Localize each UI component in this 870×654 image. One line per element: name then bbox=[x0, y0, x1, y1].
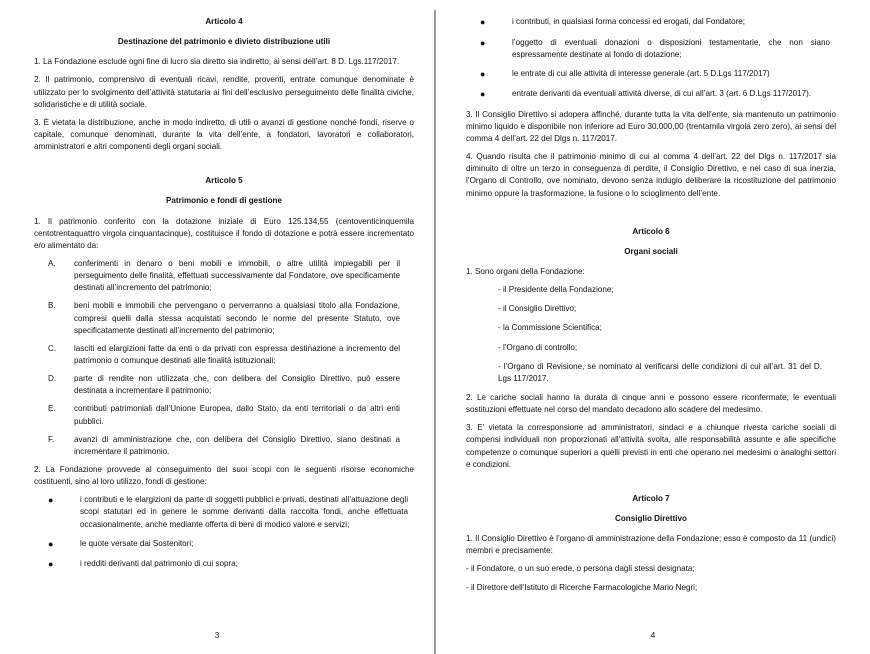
list-item bbox=[466, 16, 836, 30]
article-4-subtitle: Destinazione del patrimonio e divieto distribuzione utili bbox=[117, 37, 331, 47]
list-text: avanzi di amministrazione che, con delibera del Consiglio Direttivo, siano destinati a incrementare il patrimonio. bbox=[74, 434, 400, 456]
article-4-title: Articolo 4 bbox=[205, 17, 243, 26]
list-text: entrate derivanti da eventuali attività diverse, di cui all’art. 3 (art. 6 D.Lgs 117/2017). bbox=[512, 89, 812, 99]
list-marker: D. bbox=[48, 374, 57, 384]
list-item bbox=[466, 88, 836, 102]
list-text: beni mobili e immobili che pervengano o perverranno a qualsiasi titolo alla Fondazione, compresi quelli dalla stessa acquistati secondo le norme del presente Statuto, ove specificatamente destinati all’incremento del patrimonio; bbox=[74, 301, 400, 335]
list-item bbox=[34, 434, 414, 458]
article-5-letter-list bbox=[34, 258, 414, 458]
article-4-paragraph-1: 1. La Fondazione esclude ogni fine di lucro sia diretto sia indiretto, ai sensi dell’art. 8 D. Lgs.117/2017. bbox=[34, 57, 400, 67]
article-7-subtitle: Consiglio Direttivo bbox=[615, 514, 687, 524]
list-marker: B. bbox=[48, 301, 56, 311]
article-7-title: Articolo 7 bbox=[632, 493, 670, 503]
bullet-icon: ● bbox=[480, 89, 486, 100]
page-3 bbox=[0, 0, 434, 654]
list-text: i contributi e le elargizioni da parte di soggetti pubblici e privati, destinati all’attuazione degli scopi statutari ed in genere le somme derivanti dalla raccolta fondi, anche effettuata occasionalmente, anche mediante offerta di beni di modico valore e servizi; bbox=[80, 495, 408, 529]
list-item bbox=[466, 68, 836, 82]
article-5-subtitle: Patrimonio e fondi di gestione bbox=[165, 196, 283, 206]
list-item bbox=[34, 300, 414, 336]
page-number: 4 bbox=[650, 630, 656, 640]
bullet-icon: ● bbox=[480, 37, 486, 48]
article-6-paragraph-2: 2. Le cariche sociali hanno la durata di cinque anni e possono essere riconfermate; le eventuali sostituzioni effettuate nel corso del mandato decadono allo scadere del medesimo. bbox=[466, 393, 836, 415]
article-4-paragraph-3: 3. È vietata la distribuzione, anche in modo indiretto, di utili o avanzi di gestione nonché fondi, riserve o capitale, comunque denominati, durante la vita dell’ente, a fondatori, lavoratori e collaboratori, amministratori e altri componenti degli organi sociali. bbox=[34, 117, 414, 152]
list-text: le quote versate dai Sostenitori; bbox=[80, 538, 194, 548]
list-item bbox=[34, 373, 414, 397]
article-5-paragraph-4: 4. Quando risulta che il patrimonio minimo di cui al comma 4 dell’art. 22 del Dlgs n. 117/2017 sia diminuito di oltre un terzo in conseguenza di perdite, il Consiglio Direttivo, e nel caso di sua inerzia, l’Organo di Controllo, ove nominato, devono senza indugio deliberare la ricostituzione del patrimonio minimo oppure la trasformazione, la fusione o lo scioglimento dell’ente. bbox=[466, 152, 836, 198]
bullet-icon: ● bbox=[48, 495, 54, 506]
article-6-organ-list bbox=[466, 284, 836, 385]
list-item bbox=[34, 494, 414, 530]
article-6-paragraph-3: 3. E’ vietata la corresponsione ad amministratori, sindaci e a chiunque rivesta cariche sociali di compensi individuali non proporzionati all’attività svolta, alle responsabilità assunte e alle specifiche competenze o comunque superiori a quelli previsti in enti che operano nei medesimi o analoghi settori e condizioni. bbox=[466, 423, 836, 469]
list-item bbox=[34, 558, 414, 572]
article-6-title: Articolo 6 bbox=[632, 226, 670, 236]
page-number: 3 bbox=[214, 630, 220, 640]
article-7-line-1: - il Fondatore, o un suo erede, o persona dagli stessi designata; bbox=[466, 564, 695, 574]
list-item bbox=[34, 343, 414, 367]
article-7-line-2: - il Direttore dell’Istituto di Ricerche Farmacologiche Mario Negri; bbox=[466, 582, 698, 592]
list-item: - il Presidente della Fondazione; bbox=[498, 285, 614, 295]
article-5-paragraph-1: 1. Il patrimonio conferito con la dotazione iniziale di Euro 125.134,55 (centoventicinquemila centotrentaquattro virgola cinquantacinque), costituisce il fondo di dotazione e potrà essere incrementato e/o alimentato da: bbox=[34, 216, 414, 250]
list-item bbox=[34, 258, 414, 294]
list-item bbox=[466, 37, 836, 61]
list-item: - il Consiglio Direttivo; bbox=[498, 304, 577, 314]
article-5-bullet-list-continued bbox=[466, 16, 836, 102]
list-item: - l’Organo di Revisione, se nominato al verificarsi delle condizioni di cui all’art. 31 del D. Lgs 117/2017. bbox=[498, 361, 822, 383]
bullet-icon: ● bbox=[480, 17, 486, 27]
list-marker: C. bbox=[48, 343, 57, 353]
list-item bbox=[34, 403, 414, 427]
list-text: contributi patrimoniali dall’Unione Europea, dallo Stato, da enti territoriali o da altri enti pubblici. bbox=[74, 404, 400, 426]
list-text: parte di rendite non utilizzata che, con delibera del Consiglio Direttivo, può essere destinata a incrementare il patrimonio; bbox=[74, 374, 400, 396]
list-item: - la Commissione Scientifica; bbox=[498, 323, 602, 333]
bullet-icon: ● bbox=[48, 559, 54, 570]
list-marker: E. bbox=[48, 404, 56, 414]
bullet-icon: ● bbox=[480, 68, 486, 79]
article-5-paragraph-3: 3. Il Consiglio Direttivo si adopera affinché, durante tutta la vita dell’ente, sia mantenuto un patrimonio minimo liquido e disponibile non inferiore ad Euro 30.000,00 (trentamila virgola zero zero), ai sensi del comma 4 dell’art. 22 del Dlgs n. 117/2017. bbox=[466, 109, 836, 144]
article-4-paragraph-2: 2. Il patrimonio, comprensivo di eventuali ricavi, rendite, proventi, entrate comunque denominate è utilizzato per lo svolgimento dell’attività statutaria ai fini dell’esclusivo perseguimento delle finalità civiche, solidaristiche e di utilità sociale. bbox=[34, 75, 414, 109]
article-6-paragraph-1: 1. Sono organi della Fondazione: bbox=[466, 267, 585, 277]
article-5-title: Articolo 5 bbox=[205, 176, 243, 186]
bullet-icon: ● bbox=[48, 538, 54, 549]
list-marker: A. bbox=[48, 258, 56, 268]
page-4 bbox=[436, 0, 870, 654]
list-text: le entrate di cui alle attività di interesse generale (art. 5 D.Lgs 117/2017) bbox=[512, 68, 770, 78]
list-text: i contributi, in qualsiasi forma concessi ed erogati, dal Fondatore; bbox=[512, 17, 746, 26]
list-item bbox=[34, 538, 414, 552]
list-text: i redditi derivanti dal patrimonio di cui sopra; bbox=[80, 559, 238, 569]
article-6-subtitle: Organi sociali bbox=[624, 246, 678, 256]
article-7-paragraph-1: 1. Il Consiglio Direttivo è l’organo di amministrazione della Fondazione; esso è composto da 11 (undici) membri e precisamente: bbox=[466, 534, 836, 556]
article-5-bullet-list bbox=[34, 494, 414, 571]
list-text: l’oggetto di eventuali donazioni o disposizioni testamentarie, che non siano espressamente destinate al fondo di dotazione; bbox=[512, 37, 830, 59]
list-item: - l’Organo di controllo; bbox=[498, 342, 578, 352]
list-marker: F. bbox=[48, 434, 55, 444]
list-text: lasciti ed elargizioni fatte da enti o da privati con espressa destinazione a incremento del patrimonio o comunque destinati alle finalità istituzionali; bbox=[74, 343, 400, 365]
article-5-paragraph-2: 2. La Fondazione provvede al conseguimento dei suoi scopi con le seguenti risorse economiche costituenti, sino al loro utilizzo, fondi di gestione: bbox=[34, 464, 414, 487]
list-text: conferimenti in denaro o beni mobili e immobili, o altre utilità impiegabili per il perseguimento delle finalità, effettuati successivamente dal Fondatore, ove specificamente destinati all’incremento del patrimonio; bbox=[74, 258, 400, 293]
